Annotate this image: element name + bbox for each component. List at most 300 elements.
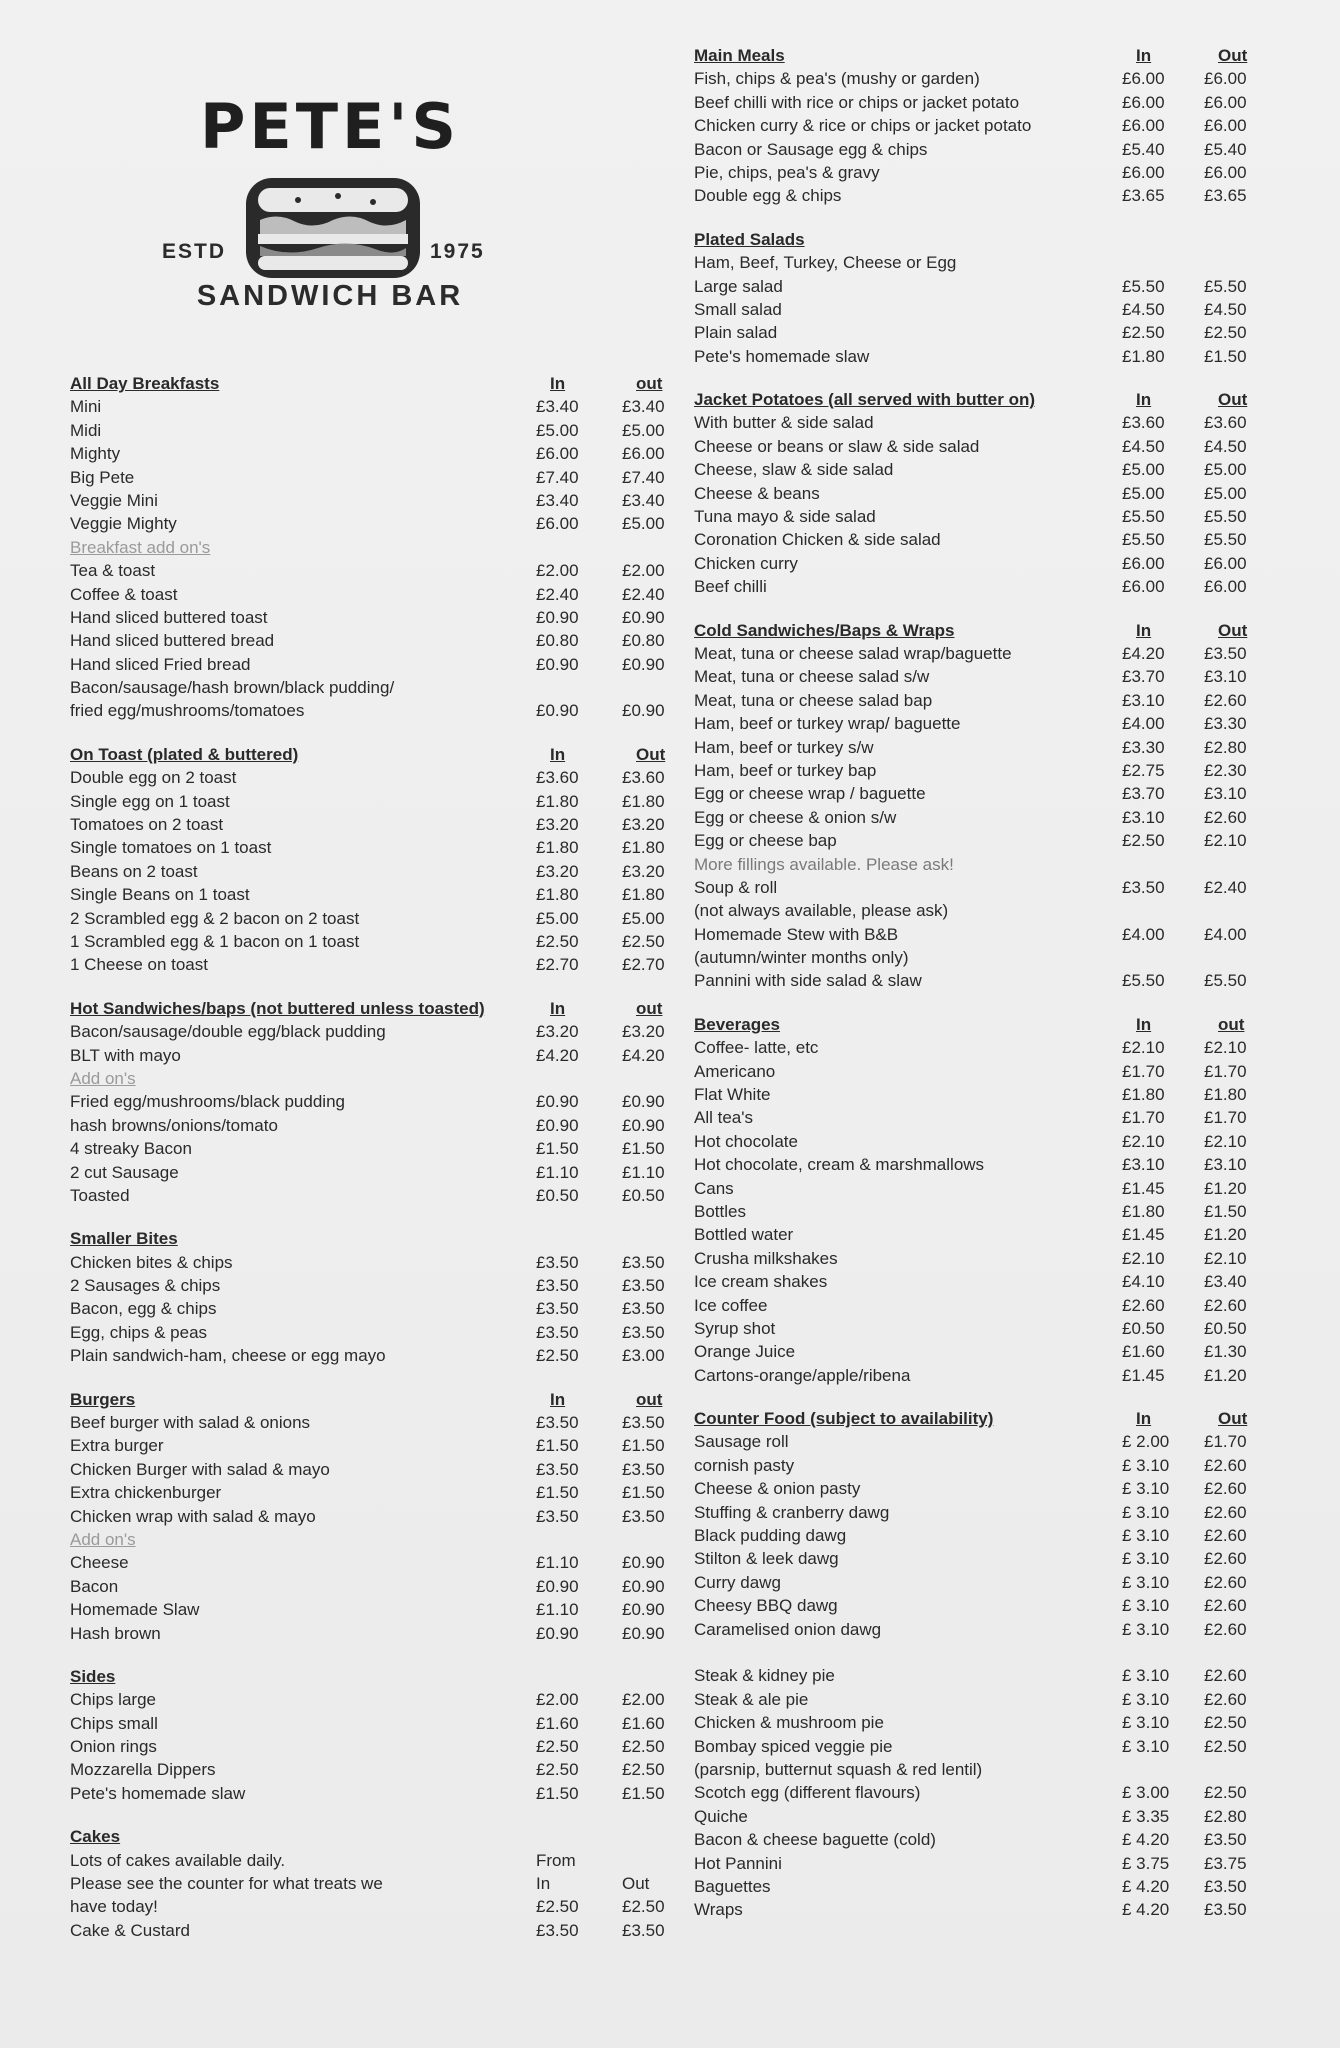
menu-item	[692, 1898, 1292, 1921]
menu-item	[692, 1875, 1292, 1898]
price-out: £4.00	[1204, 924, 1247, 944]
menu-item	[48, 1712, 680, 1735]
menu-item	[48, 930, 680, 953]
section-header	[692, 388, 1292, 411]
menu-item	[692, 1805, 1292, 1828]
section-title: Jacket Potatoes (all served with butter on)	[694, 390, 1036, 410]
menu-item-name: 1 Cheese on toast	[70, 955, 208, 975]
menu-item-name: Double egg on 2 toast	[70, 768, 237, 788]
menu-item-name: Chicken Burger with salad & mayo	[70, 1459, 330, 1479]
column-header-out: Out	[1218, 1409, 1248, 1429]
menu-item	[48, 1735, 680, 1758]
menu-item-name: Egg or cheese bap	[694, 831, 837, 851]
price-in: £4.10	[1122, 1272, 1165, 1292]
price-in: £6.00	[1122, 116, 1165, 136]
price-out: £3.10	[1204, 1155, 1247, 1175]
price-out: £0.90	[622, 1600, 665, 1620]
menu-item	[48, 676, 680, 699]
price-out: £4.50	[1204, 299, 1247, 319]
menu-item-name: Stuffing & cranberry dawg	[694, 1502, 890, 1522]
price-in: £ 3.10	[1122, 1502, 1170, 1522]
price-in: £1.45	[1122, 1178, 1165, 1198]
menu-item	[692, 829, 1292, 852]
menu-item-name: Cheese	[70, 1553, 129, 1573]
price-out: £2.50	[622, 1760, 665, 1780]
price-in: £6.00	[1122, 92, 1165, 112]
menu-section-counter-food-subject-to-availability	[692, 1407, 1292, 1922]
menu-item	[692, 1758, 1292, 1781]
menu-item-name: Ice coffee	[694, 1295, 768, 1315]
price-out: £2.10	[1204, 1248, 1247, 1268]
menu-item-name: Cans	[694, 1178, 734, 1198]
price-out: £2.00	[622, 1690, 665, 1710]
menu-item	[48, 653, 680, 676]
price-out: £3.20	[622, 861, 665, 881]
price-out: £2.50	[1204, 1713, 1247, 1733]
price-in: £1.60	[1122, 1342, 1165, 1362]
price-in: £3.50	[536, 1252, 579, 1272]
menu-item	[48, 1297, 680, 1320]
menu-item	[48, 1758, 680, 1781]
price-out: £3.60	[1204, 413, 1247, 433]
menu-item-name: (not always available, please ask)	[694, 901, 949, 921]
menu-item-name: Large salad	[694, 276, 783, 296]
price-in: £0.50	[1122, 1318, 1165, 1338]
price-in: £3.50	[536, 1299, 579, 1319]
menu-item	[48, 1067, 680, 1090]
price-out: £3.00	[622, 1346, 665, 1366]
menu-item-name: Add on's	[70, 1068, 136, 1088]
price-in: £2.60	[1122, 1295, 1165, 1315]
menu-item-name: Tomatoes on 2 toast	[70, 815, 224, 835]
price-out: £3.60	[622, 768, 665, 788]
price-in: £2.00	[536, 1690, 579, 1710]
menu-item	[692, 1454, 1292, 1477]
price-out: £1.80	[622, 791, 665, 811]
price-in: £1.10	[536, 1162, 579, 1182]
menu-item	[692, 806, 1292, 829]
menu-item-name: fried egg/mushrooms/tomatoes	[70, 701, 305, 721]
price-in: £2.10	[1122, 1131, 1165, 1151]
price-in: £3.65	[1122, 186, 1165, 206]
menu-item-name: Bacon/sausage/double egg/black pudding	[70, 1022, 386, 1042]
price-out: £0.80	[622, 631, 665, 651]
menu-item	[692, 1270, 1292, 1293]
price-in: £3.50	[536, 1322, 579, 1342]
menu-item-name: Veggie Mini	[70, 490, 158, 510]
price-out: £2.80	[1204, 1806, 1247, 1826]
menu-item-name: Cheese & beans	[694, 483, 820, 503]
column-header-in: In	[550, 744, 566, 764]
menu-item-name: Meat, tuna or cheese salad wrap/baguette	[694, 643, 1012, 663]
menu-item-name: Cake & Custard	[70, 1920, 190, 1940]
section-title: Cakes	[70, 1827, 121, 1847]
menu-item	[692, 689, 1292, 712]
menu-item-name: Crusha milkshakes	[694, 1248, 838, 1268]
menu-item-name: Hash brown	[70, 1623, 161, 1643]
price-out: £5.00	[622, 908, 665, 928]
price-in: £2.10	[1122, 1248, 1165, 1268]
price-in: £6.00	[536, 444, 579, 464]
price-out: £3.50	[622, 1276, 665, 1296]
menu-item	[692, 1083, 1292, 1106]
menu-item-name: Hot Pannini	[694, 1853, 782, 1873]
menu-item-name: Syrup shot	[694, 1318, 776, 1338]
menu-item-name: Sausage roll	[694, 1432, 789, 1452]
price-out: £2.00	[622, 561, 665, 581]
menu-item	[692, 712, 1292, 735]
price-out: £0.90	[622, 1092, 665, 1112]
price-out: £2.60	[1204, 1526, 1247, 1546]
section-title: Burgers	[70, 1389, 136, 1409]
menu-item-name: Black pudding dawg	[694, 1526, 847, 1546]
section-header	[48, 1388, 680, 1411]
price-out: £5.50	[1204, 276, 1247, 296]
menu-item-name: Curry dawg	[694, 1572, 781, 1592]
price-out: £2.60	[1204, 690, 1247, 710]
price-out: £1.50	[1204, 346, 1247, 366]
menu-item	[692, 1060, 1292, 1083]
price-in: £ 4.20	[1122, 1900, 1170, 1920]
price-in: £ 3.10	[1122, 1689, 1170, 1709]
price-out: £1.20	[1204, 1178, 1247, 1198]
section-title: Main Meals	[694, 46, 785, 65]
column-header-out: out	[636, 374, 663, 393]
price-out: £0.50	[622, 1185, 665, 1205]
price-out: £1.80	[622, 838, 665, 858]
price-out: £2.50	[622, 931, 665, 951]
price-in: £ 2.00	[1122, 1432, 1170, 1452]
section-title: Smaller Bites	[70, 1229, 178, 1249]
menu-item	[48, 1481, 680, 1504]
left-menu-column	[48, 372, 680, 1962]
menu-item	[48, 790, 680, 813]
menu-item	[48, 559, 680, 582]
menu-item-name: Chicken curry	[694, 553, 798, 573]
price-in: £3.50	[536, 1920, 579, 1940]
menu-item	[48, 1575, 680, 1598]
price-in: £5.50	[1122, 276, 1165, 296]
price-out: £3.10	[1204, 784, 1247, 804]
menu-item	[48, 1551, 680, 1574]
menu-item	[48, 1872, 680, 1895]
menu-item-name: Bombay spiced veggie pie	[694, 1736, 893, 1756]
price-out: £3.65	[1204, 186, 1247, 206]
menu-item-name: Ham, Beef, Turkey, Cheese or Egg	[694, 253, 957, 273]
menu-item-name: Hand sliced Fried bread	[70, 654, 251, 674]
menu-item-name: Chicken bites & chips	[70, 1252, 233, 1272]
menu-section-main-meals	[692, 44, 1292, 208]
menu-item-name: Plain sandwich-ham, cheese or egg mayo	[70, 1346, 386, 1366]
price-out: £0.90	[622, 1576, 665, 1596]
menu-item	[48, 395, 680, 418]
menu-item	[692, 1735, 1292, 1758]
price-in: £0.90	[536, 1623, 579, 1643]
price-in: £3.50	[536, 1413, 579, 1433]
price-out: £3.50	[622, 1299, 665, 1319]
price-in: £4.20	[1122, 643, 1165, 663]
price-out: £2.70	[622, 955, 665, 975]
menu-section-all-day-breakfasts	[48, 372, 680, 723]
menu-item-name: Pannini with side salad & slaw	[694, 971, 922, 991]
price-in: £5.00	[1122, 460, 1165, 480]
menu-item	[692, 736, 1292, 759]
price-in: £4.50	[1122, 299, 1165, 319]
section-header	[48, 1665, 680, 1688]
menu-item-name: Beef chilli	[694, 577, 767, 597]
price-out: £2.40	[1204, 877, 1247, 897]
price-in: £3.50	[536, 1459, 579, 1479]
menu-item	[48, 860, 680, 883]
price-in: £1.80	[1122, 346, 1165, 366]
price-in: £1.80	[536, 791, 579, 811]
price-in: £4.50	[1122, 436, 1165, 456]
section-header	[48, 997, 680, 1020]
menu-item	[692, 575, 1292, 598]
price-in: £1.50	[536, 1483, 579, 1503]
price-out: £3.50	[622, 1459, 665, 1479]
price-in: £ 3.10	[1122, 1479, 1170, 1499]
menu-item-name: Beef burger with salad & onions	[70, 1413, 311, 1433]
menu-item	[48, 1090, 680, 1113]
price-in: £0.90	[536, 654, 579, 674]
menu-item	[48, 1505, 680, 1528]
menu-item	[692, 138, 1292, 161]
price-out: £6.00	[622, 444, 665, 464]
price-out: £1.50	[622, 1139, 665, 1159]
price-out: £2.60	[1204, 1295, 1247, 1315]
menu-item-name: Bottled water	[694, 1225, 794, 1245]
column-header-in: In	[1136, 1409, 1152, 1429]
menu-item-name: Lots of cakes available daily.	[70, 1850, 286, 1870]
menu-item	[48, 1598, 680, 1621]
price-out: £3.40	[622, 490, 665, 510]
menu-item-name: Please see the counter for what treats we	[70, 1874, 383, 1894]
price-in: £0.50	[536, 1185, 579, 1205]
price-out: £5.00	[622, 514, 665, 534]
price-in: £2.40	[536, 584, 579, 604]
price-in: £ 3.00	[1122, 1783, 1170, 1803]
price-in: £ 3.10	[1122, 1549, 1170, 1569]
price-out: £2.10	[1204, 1131, 1247, 1151]
menu-item	[692, 528, 1292, 551]
menu-item	[692, 482, 1292, 505]
menu-item	[48, 1919, 680, 1942]
menu-item	[48, 1114, 680, 1137]
price-in: £0.80	[536, 631, 579, 651]
menu-item	[48, 1849, 680, 1872]
menu-item-name: Steak & kidney pie	[694, 1666, 835, 1686]
price-out: £3.50	[622, 1920, 665, 1940]
price-out: £3.50	[622, 1322, 665, 1342]
menu-item-name: Extra burger	[70, 1436, 164, 1456]
menu-item-name: With butter & side salad	[694, 413, 874, 433]
menu-item	[48, 1251, 680, 1274]
menu-item-name: Coronation Chicken & side salad	[694, 530, 941, 550]
menu-item	[692, 1711, 1292, 1734]
price-out: £0.90	[622, 1623, 665, 1643]
price-in: £2.50	[536, 1737, 579, 1757]
price-out: £2.60	[1204, 1549, 1247, 1569]
price-in: £4.00	[1122, 924, 1165, 944]
menu-item-name: Double egg & chips	[694, 186, 842, 206]
menu-section-cakes	[48, 1825, 680, 1942]
menu-item-name: Bacon	[70, 1576, 119, 1596]
menu-item-name: Hot chocolate, cream & marshmallows	[694, 1155, 985, 1175]
menu-item-name: Veggie Mighty	[70, 514, 177, 534]
menu-item-name: Midi	[70, 420, 102, 440]
menu-item-name: Egg or cheese wrap / baguette	[694, 784, 926, 804]
menu-item	[48, 1528, 680, 1551]
price-out: £1.70	[1204, 1061, 1247, 1081]
price-out: £2.60	[1204, 1666, 1247, 1686]
menu-item	[692, 1501, 1292, 1524]
menu-section-on-toast-plated-buttered	[48, 743, 680, 977]
menu-item-name: Meat, tuna or cheese salad s/w	[694, 667, 930, 687]
menu-item	[692, 1294, 1292, 1317]
menu-item-name: (parsnip, butternut squash & red lentil)	[694, 1759, 983, 1779]
menu-section-smaller-bites	[48, 1227, 680, 1367]
price-in: £1.45	[1122, 1365, 1165, 1385]
menu-item	[48, 1434, 680, 1457]
price-out: £2.60	[1204, 1455, 1247, 1475]
price-out: £6.00	[1204, 162, 1247, 182]
menu-item	[692, 759, 1292, 782]
section-header	[692, 619, 1292, 642]
price-out: £1.20	[1204, 1225, 1247, 1245]
price-in: £ 4.20	[1122, 1876, 1170, 1896]
price-in: £3.30	[1122, 737, 1165, 757]
price-in: £ 4.20	[1122, 1830, 1170, 1850]
price-out: £6.00	[1204, 553, 1247, 573]
menu-item-name: Chicken curry & rice or chips or jacket potato	[694, 116, 1032, 136]
price-out: £3.40	[622, 397, 665, 417]
price-in: £3.20	[536, 815, 579, 835]
menu-item	[48, 907, 680, 930]
menu-item	[692, 345, 1292, 368]
section-header	[48, 1227, 680, 1250]
menu-item	[48, 766, 680, 789]
menu-item-name: Chips small	[70, 1713, 158, 1733]
price-out: £2.60	[1204, 1619, 1247, 1639]
menu-item	[692, 1547, 1292, 1570]
section-header	[48, 1825, 680, 1848]
menu-item-name: Small salad	[694, 299, 782, 319]
section-header	[692, 228, 1292, 251]
price-in: £ 3.10	[1122, 1572, 1170, 1592]
price-out: £6.00	[1204, 69, 1247, 89]
menu-item	[692, 1828, 1292, 1851]
menu-item-name: Stilton & leek dawg	[694, 1549, 839, 1569]
price-out: Out	[622, 1874, 650, 1894]
price-out: £3.30	[1204, 714, 1247, 734]
price-in: £3.20	[536, 1022, 579, 1042]
menu-section-hot-sandwiches-baps-not-buttered-unless-toasted	[48, 997, 680, 1208]
price-in: £0.90	[536, 1092, 579, 1112]
price-in: £3.50	[1122, 877, 1165, 897]
price-in: £2.50	[536, 931, 579, 951]
column-header-in: In	[1136, 46, 1152, 65]
price-out: £6.00	[1204, 116, 1247, 136]
price-out: £3.50	[1204, 1900, 1247, 1920]
menu-item	[48, 583, 680, 606]
price-out: £2.40	[622, 584, 665, 604]
price-in: £1.50	[536, 1436, 579, 1456]
menu-item	[48, 699, 680, 722]
menu-item-name: Breakfast add on's	[70, 537, 211, 557]
price-in: £3.10	[1122, 1155, 1165, 1175]
price-out: £2.60	[1204, 1572, 1247, 1592]
menu-item	[48, 1688, 680, 1711]
menu-item-name: 2 Sausages & chips	[70, 1276, 221, 1296]
price-in: £1.50	[536, 1139, 579, 1159]
section-title: Counter Food (subject to availability)	[694, 1409, 994, 1429]
price-out: £1.50	[622, 1436, 665, 1456]
price-out: £2.50	[1204, 323, 1247, 343]
section-title: Hot Sandwiches/baps (not buttered unless toasted)	[70, 998, 485, 1018]
menu-item-name: Ham, beef or turkey wrap/ baguette	[694, 714, 961, 734]
price-in: £0.90	[536, 1115, 579, 1135]
section-title: Beverages	[694, 1014, 781, 1034]
price-in: £6.00	[1122, 577, 1165, 597]
price-in: £ 3.10	[1122, 1666, 1170, 1686]
menu-item-name: Ham, beef or turkey s/w	[694, 737, 874, 757]
menu-item	[48, 1895, 680, 1918]
menu-item-name: All tea's	[694, 1108, 753, 1128]
menu-item-name: have today!	[70, 1897, 158, 1917]
price-out: £2.50	[622, 1897, 665, 1917]
menu-item	[48, 466, 680, 489]
menu-item	[692, 853, 1292, 876]
price-out: £5.40	[1204, 139, 1247, 159]
menu-item	[692, 1153, 1292, 1176]
price-in: £1.80	[536, 838, 579, 858]
price-out: £4.20	[622, 1045, 665, 1065]
price-in: £0.90	[536, 701, 579, 721]
menu-section-burgers	[48, 1388, 680, 1645]
menu-item	[692, 1430, 1292, 1453]
price-out: £4.50	[1204, 436, 1247, 456]
price-out: £2.50	[622, 1737, 665, 1757]
menu-item-name: Bottles	[694, 1201, 746, 1221]
menu-item-name: BLT with mayo	[70, 1045, 181, 1065]
price-in: £6.00	[1122, 69, 1165, 89]
price-out: £1.50	[622, 1483, 665, 1503]
price-out: £3.50	[1204, 643, 1247, 663]
menu-item-name: Cheese, slaw & side salad	[694, 460, 894, 480]
price-in: £ 3.75	[1122, 1853, 1170, 1873]
menu-item	[48, 489, 680, 512]
menu-item-name: Hand sliced buttered bread	[70, 631, 275, 651]
price-in: £3.10	[1122, 690, 1165, 710]
price-out: £2.60	[1204, 1479, 1247, 1499]
price-in: £ 3.10	[1122, 1596, 1170, 1616]
price-in: £6.00	[1122, 162, 1165, 182]
price-in: £3.60	[536, 768, 579, 788]
price-in: £0.90	[536, 607, 579, 627]
menu-item	[48, 419, 680, 442]
menu-item	[692, 1247, 1292, 1270]
menu-item	[692, 1106, 1292, 1129]
menu-item-name: Egg or cheese & onion s/w	[694, 807, 897, 827]
price-out: £3.50	[622, 1413, 665, 1433]
price-out: £2.10	[1204, 1038, 1247, 1058]
price-in: £3.50	[536, 1276, 579, 1296]
menu-item	[692, 642, 1292, 665]
price-in: £4.00	[1122, 714, 1165, 734]
price-out: £0.90	[622, 1553, 665, 1573]
price-out: £2.30	[1204, 760, 1247, 780]
